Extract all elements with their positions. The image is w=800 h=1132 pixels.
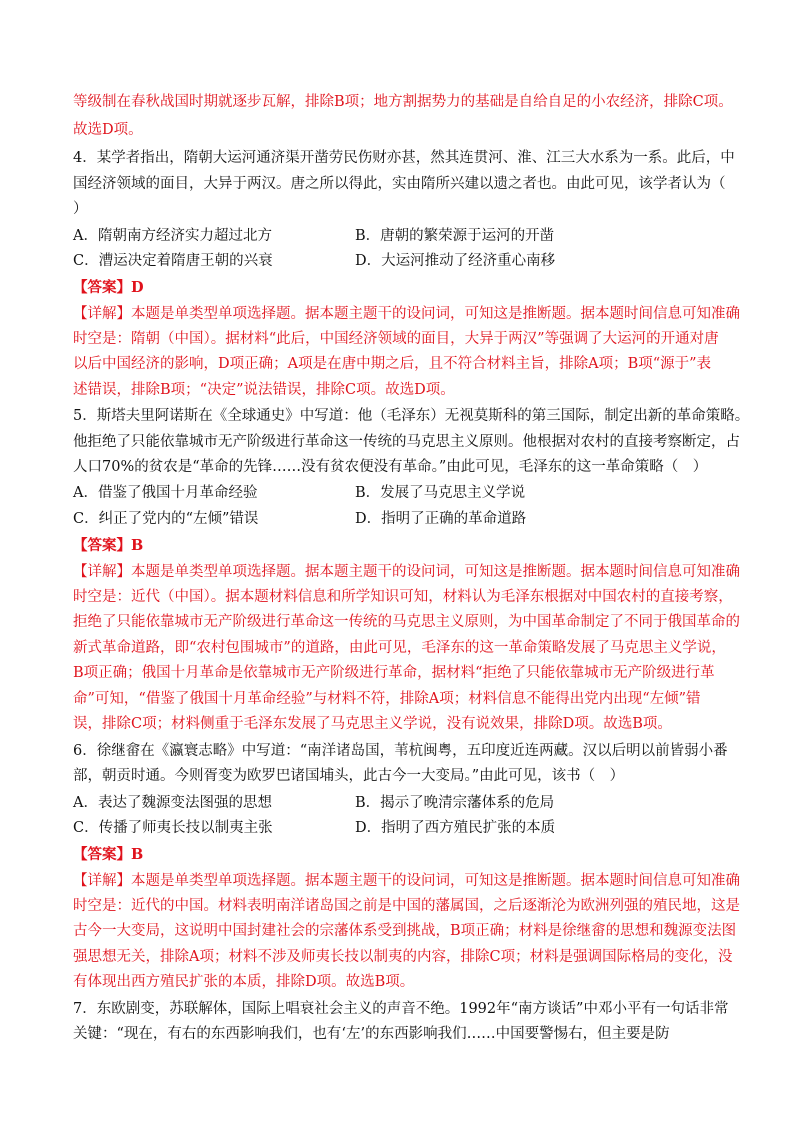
q6-detail-line-2: 时空是：近代的中国。材料表明南洋诸岛国之前是中国的藩属国，之后逐渐沦为欧洲列强的殖民地，这是 (73, 898, 740, 914)
q6-detail-line-5: 有体现出西方殖民扩张的本质，排除D项。故选B项。 (73, 974, 415, 990)
q6-option-a: A．表达了魏源变法图强的思想 (73, 795, 272, 811)
q3-detail-line-1: 等级制在春秋战国时期就逐步瓦解，排除B项；地方割据势力的基础是自给自足的小农经济，排除C项。 (73, 94, 733, 110)
q6-detail-line-1: 【详解】本题是单类型单项选择题。据本题主题干的设问词，可知这是推断题。据本题时间信息可知准确 (73, 873, 740, 889)
q4-detail-line-3: 以后中国经济的影响，D项正确；A项是在唐中期之后，且不符合材料主旨，排除A项；B项“源于”表 (73, 356, 712, 372)
q4-option-c: C．漕运决定着隋唐王朝的兴衰 (73, 253, 273, 269)
q5-detail-line-6: 命”可知，“借鉴了俄国十月革命经验”与材料不符，排除A项；材料信息不能得出党内出现“左倾”错 (73, 691, 701, 707)
q5-stem-line-3: 人口70%的贫农是“革命的先锋……没有贫农便没有革命。”由此可见，毛泽东的这一革命策略（ ） (73, 459, 708, 475)
q4-option-a: A．隋朝南方经济实力超过北方 (73, 228, 272, 244)
q4-stem-line-1: 4．某学者指出，隋朝大运河通济渠开凿劳民伤财亦甚，然其连贯河、淮、江三大水系为一系。此后，中 (73, 150, 735, 166)
q5-option-b: B．发展了马克思主义学说 (355, 485, 526, 501)
q5-detail-line-3: 拒绝了只能依靠城市无产阶级进行革命这一传统的马克思主义原则，为中国革命制定了不同于俄国革命的 (73, 614, 740, 630)
q7-stem-line-2: 关键：“现在，有右的东西影响我们，也有‘左’的东西影响我们……中国要警惕右，但主要是防 (73, 1026, 670, 1042)
q4-stem-line-3: ） (73, 201, 88, 217)
q5-option-c: C．纠正了党内的“左倾”错误 (73, 511, 259, 527)
q5-option-d: D．指明了正确的革命道路 (355, 511, 527, 527)
q4-option-b: B．唐朝的繁荣源于运河的开凿 (355, 228, 555, 244)
q4-stem-line-2: 国经济领域的面目，大异于两汉。唐之所以得此，实由隋所兴建以遗之者也。由此可见，该学者认为（ (73, 176, 726, 192)
q6-answer: 【答案】B (73, 846, 144, 863)
q4-answer: 【答案】D (73, 279, 144, 296)
q4-detail-line-1: 【详解】本题是单类型单项选择题。据本题主题干的设问词，可知这是推断题。据本题时间信息可知准确 (73, 306, 740, 322)
q5-detail-line-7: 误，排除C项；材料侧重于毛泽东发展了马克思主义学说，没有说效果，排除D项。故选B项。 (73, 716, 672, 732)
q5-detail-line-2: 时空是：近代（中国）。据本题材料信息和所学知识可知，材料认为毛泽东根据对中国农村的直接考察， (73, 589, 733, 605)
q5-answer: 【答案】B (73, 537, 144, 554)
q5-detail-line-1: 【详解】本题是单类型单项选择题。据本题主题干的设问词，可知这是推断题。据本题时间信息可知准确 (73, 564, 740, 580)
q6-option-b: B．揭示了晚清宗藩体系的危局 (355, 795, 555, 811)
q6-option-c: C．传播了师夷长技以制夷主张 (73, 820, 273, 836)
q6-detail-line-4: 强思想无关，排除A项；材料不涉及师夷长技以制夷的内容，排除C项；材料是强调国际格局的变化，没 (73, 949, 733, 965)
q7-stem-line-1: 7．东欧剧变，苏联解体，国际上唱衰社会主义的声音不绝。1992年“南方谈话”中邓小平有一句话非常 (73, 1001, 729, 1017)
q3-detail-line-2: 故选D项。 (73, 122, 143, 138)
q4-detail-line-4: 述错误，排除B项；“决定”说法错误，排除C项。故选D项。 (73, 382, 455, 398)
q6-stem-line-2: 部，朝贡时通。今则胥变为欧罗巴诸国埔头，此古今一大变局。”由此可见，该书（ ） (73, 768, 625, 784)
q6-stem-line-1: 6．徐继畲在《瀛寰志略》中写道：“南洋诸岛国，苇杭闽粤，五印度近连两藏。汉以后明以前皆弱小番 (73, 743, 728, 759)
q5-detail-line-5: B项正确；俄国十月革命是依靠城市无产阶级进行革命，据材料“拒绝了只能依靠城市无产阶级进行革 (73, 665, 715, 681)
q4-detail-line-2: 时空是：隋朝（中国）。据材料“此后，中国经济领域的面目，大异于两汉”等强调了大运河的开通对唐 (73, 331, 719, 347)
q5-detail-line-4: 新式革命道路，即“农村包围城市”的道路，由此可见，毛泽东的这一革命策略发展了马克思主义学说， (73, 640, 726, 656)
q5-stem-line-1: 5．斯塔夫里阿诺斯在《全球通史》中写道：他（毛泽东）无视莫斯科的第三国际，制定出新的革命策略。 (73, 408, 750, 424)
q6-option-d: D．指明了西方殖民扩张的本质 (355, 820, 556, 836)
q5-option-a: A．借鉴了俄国十月革命经验 (73, 485, 258, 501)
q6-detail-line-3: 古今一大变局，这说明中国封建社会的宗藩体系受到挑战，B项正确；材料是徐继畲的思想和魏源变法图 (73, 923, 737, 939)
q4-option-d: D．大运河推动了经济重心南移 (355, 253, 556, 269)
q5-stem-line-2: 他拒绝了只能依靠城市无产阶级进行革命这一传统的马克思主义原则。他根据对农村的直接考察断定，占 (73, 434, 740, 450)
